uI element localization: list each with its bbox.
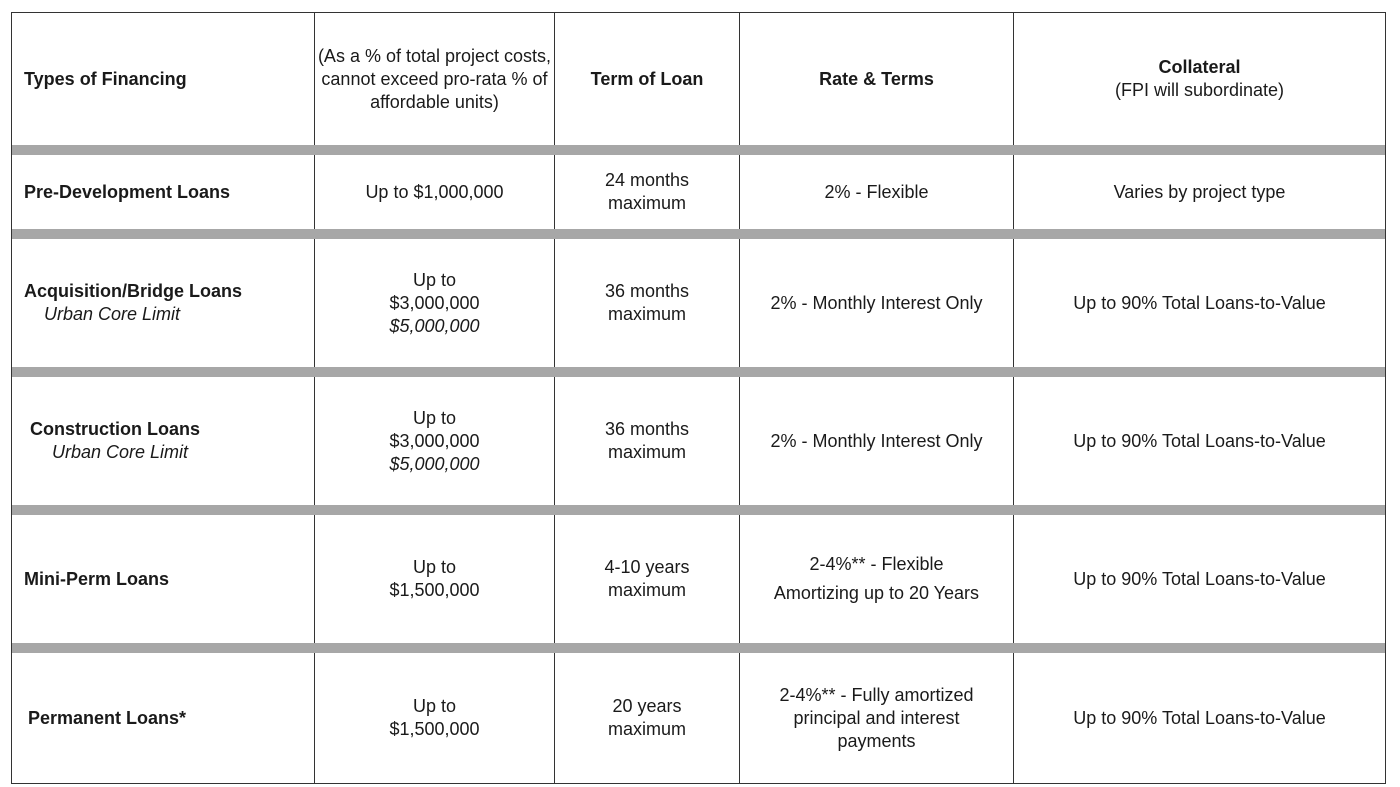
collateral-cell: Up to 90% Total Loans-to-Value bbox=[1014, 377, 1386, 505]
financing-type-name: Construction Loans bbox=[30, 419, 200, 439]
amount-urban-core: $5,000,000 bbox=[389, 315, 480, 336]
term-line: 4-10 years bbox=[604, 557, 690, 577]
amount-line: $3,000,000 bbox=[389, 292, 480, 313]
rate-line: 2-4%** - Flexible bbox=[809, 554, 944, 574]
term-line: 20 years bbox=[612, 696, 682, 716]
table-row bbox=[12, 239, 1386, 367]
rate-line: 2% - Flexible bbox=[824, 181, 929, 202]
financing-type-name: Mini-Perm Loans bbox=[24, 568, 170, 589]
amount-cell bbox=[315, 377, 555, 505]
row-separator bbox=[12, 643, 1386, 653]
table-row bbox=[12, 515, 1386, 643]
term-line: 36 months bbox=[604, 281, 690, 301]
row-separator bbox=[12, 145, 1386, 155]
row-separator bbox=[12, 367, 1386, 377]
collateral-cell: Up to 90% Total Loans-to-Value bbox=[1014, 239, 1386, 367]
rate-cell bbox=[740, 239, 1014, 367]
header-rate-terms bbox=[740, 13, 1014, 146]
rate-cell bbox=[740, 653, 1014, 784]
amount-line: Up to $1,000,000 bbox=[365, 181, 504, 202]
term-line: 36 months bbox=[604, 419, 690, 439]
amount-line: $3,000,000 bbox=[389, 430, 480, 451]
collateral-cell: Varies by project type bbox=[1014, 155, 1386, 229]
term-line: maximum bbox=[607, 304, 686, 324]
header-amount bbox=[315, 13, 555, 146]
amount-line: $1,500,000 bbox=[389, 580, 480, 600]
rate-line: principal and interest bbox=[793, 707, 960, 728]
financing-type-sub: Urban Core Limit bbox=[44, 304, 181, 324]
term-line: maximum bbox=[607, 719, 686, 739]
term-cell bbox=[555, 653, 740, 784]
term-cell bbox=[555, 377, 740, 505]
header-types-of-financing: Types of Financing bbox=[12, 13, 315, 146]
term-line: maximum bbox=[607, 442, 686, 462]
term-line: maximum bbox=[607, 193, 686, 213]
financing-type-cell bbox=[12, 377, 315, 505]
amount-line: Up to bbox=[412, 269, 457, 290]
header-collateral bbox=[1014, 13, 1386, 146]
amount-line: Up to bbox=[412, 696, 457, 716]
amount-cell bbox=[315, 155, 555, 229]
header-amount-text: (As a % of total project costs, cannot exceed pro-rata % of affordable units) bbox=[317, 45, 552, 112]
header-collateral-sub: (FPI will subordinate) bbox=[1114, 80, 1285, 100]
header-term-of-loan bbox=[555, 13, 740, 146]
financing-type-cell bbox=[12, 239, 315, 367]
financing-type-name: Pre-Development Loans bbox=[24, 181, 231, 202]
financing-type-cell bbox=[12, 155, 315, 229]
collateral-cell: Up to 90% Total Loans-to-Value bbox=[1014, 653, 1386, 784]
term-cell bbox=[555, 515, 740, 643]
amount-line: $1,500,000 bbox=[389, 719, 480, 739]
table-row bbox=[12, 653, 1386, 784]
amount-line: Up to bbox=[412, 557, 457, 577]
financing-type-cell bbox=[12, 653, 315, 784]
rate-line: payments bbox=[837, 730, 916, 751]
rate-cell bbox=[740, 515, 1014, 643]
table-row bbox=[12, 377, 1386, 505]
financing-type-name: Acquisition/Bridge Loans bbox=[24, 281, 243, 301]
amount-cell bbox=[315, 515, 555, 643]
term-line: maximum bbox=[607, 580, 686, 600]
rate-cell bbox=[740, 377, 1014, 505]
rate-cell bbox=[740, 155, 1014, 229]
header-term-label: Term of Loan bbox=[590, 68, 704, 89]
amount-line: Up to bbox=[412, 407, 457, 428]
table-header-row bbox=[12, 13, 1386, 146]
term-cell bbox=[555, 239, 740, 367]
term-cell bbox=[555, 155, 740, 229]
financing-table bbox=[11, 12, 1386, 784]
financing-type-name: Permanent Loans* bbox=[28, 707, 187, 728]
header-rate-label: Rate & Terms bbox=[819, 68, 934, 89]
amount-urban-core: $5,000,000 bbox=[389, 453, 480, 474]
collateral-cell: Up to 90% Total Loans-to-Value bbox=[1014, 515, 1386, 643]
rate-line: 2-4%** - Fully amortized bbox=[779, 684, 974, 705]
header-collateral-label: Collateral bbox=[1158, 57, 1241, 77]
rate-line: Amortizing up to 20 Years bbox=[773, 583, 980, 603]
financing-type-cell bbox=[12, 515, 315, 643]
financing-type-sub: Urban Core Limit bbox=[52, 442, 189, 462]
table-row bbox=[12, 155, 1386, 229]
rate-line: 2% - Monthly Interest Only bbox=[770, 430, 983, 451]
row-separator bbox=[12, 505, 1386, 515]
row-separator bbox=[12, 229, 1386, 239]
amount-cell bbox=[315, 239, 555, 367]
term-line: 24 months bbox=[604, 170, 690, 190]
amount-cell bbox=[315, 653, 555, 784]
rate-line: 2% - Monthly Interest Only bbox=[770, 292, 983, 313]
